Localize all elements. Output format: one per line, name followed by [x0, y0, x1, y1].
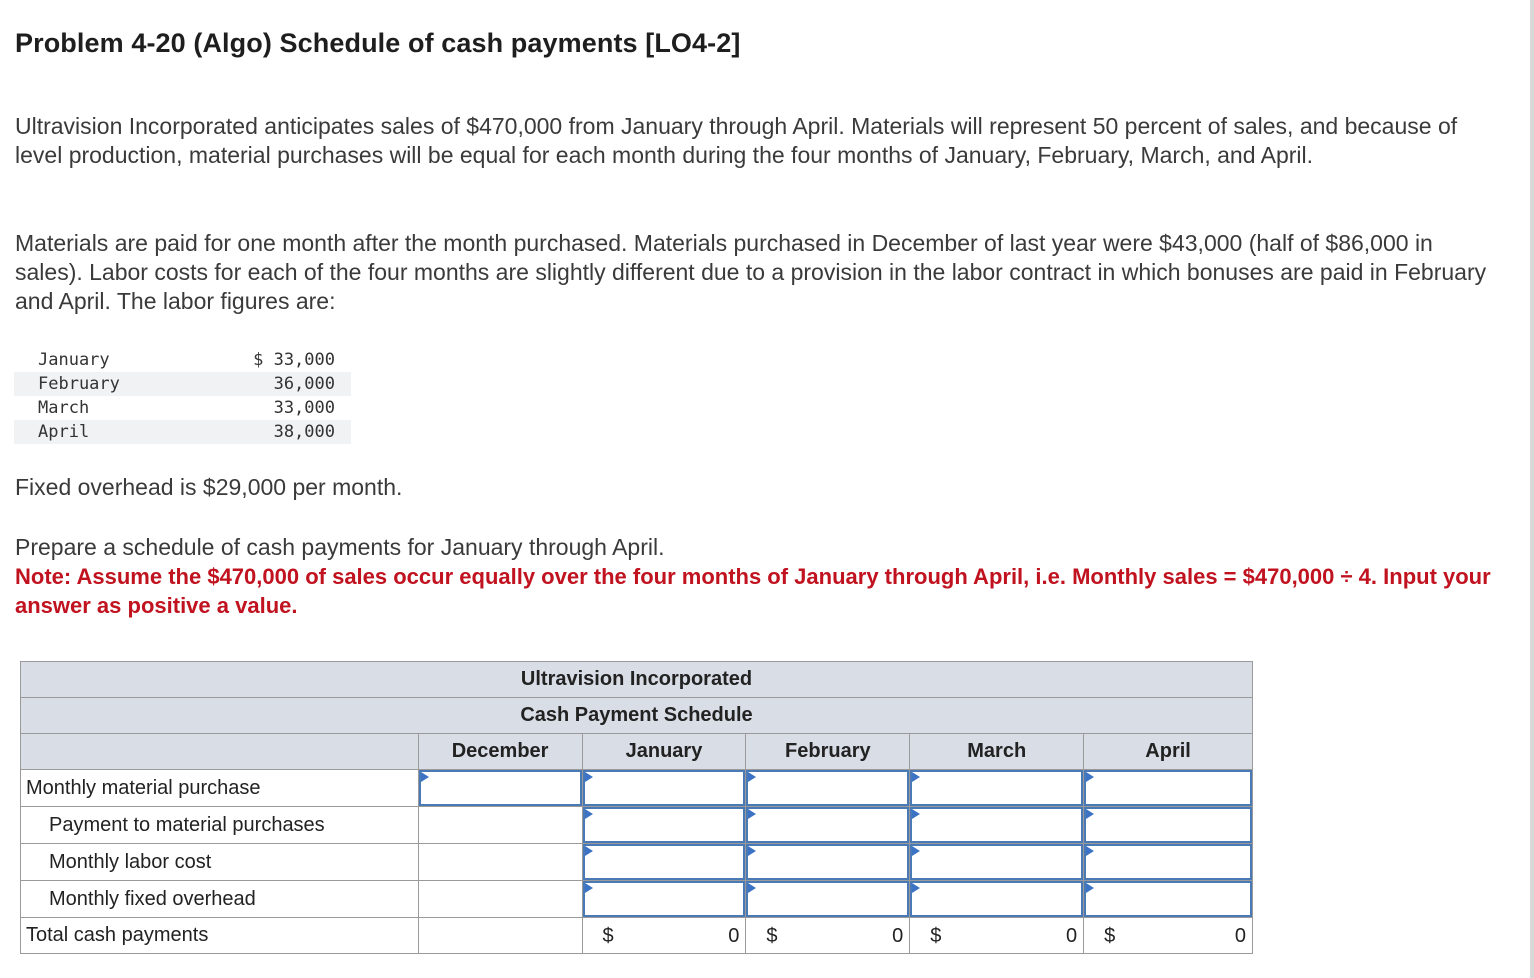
input-labor-cost-february[interactable]: [746, 844, 909, 880]
input-material-purchase-april[interactable]: [1084, 770, 1252, 806]
input-material-purchase-january[interactable]: [583, 770, 746, 806]
column-header-february: February: [746, 734, 910, 770]
total-january: [583, 919, 746, 953]
input-material-purchase-march[interactable]: [910, 770, 1083, 806]
labor-month: March: [38, 398, 90, 418]
total-april: [1084, 919, 1252, 953]
row-label-total-cash-payments: Total cash payments: [21, 918, 419, 954]
problem-paragraph-sales: Ultravision Incorporated anticipates sales of $470,000 from January through April. Materials will represent 50 percent of sales, and because of level production, material purchases will be equal for each month during the four months of January, February, March, and April.: [15, 113, 1458, 168]
input-material-payment-february[interactable]: [746, 807, 909, 843]
input-material-purchase-february[interactable]: [746, 770, 909, 806]
column-header-december: December: [418, 734, 582, 770]
labor-month: April: [14, 420, 218, 444]
total-value: 0: [1234, 924, 1246, 947]
labor-row: [14, 396, 351, 420]
schedule-subtitle: Cash Payment Schedule: [21, 698, 1253, 734]
currency-symbol: $: [930, 924, 942, 947]
column-header-blank: [21, 734, 419, 770]
column-header-march: March: [910, 734, 1084, 770]
total-value: 0: [1066, 924, 1078, 947]
total-value: 0: [892, 924, 904, 947]
input-fixed-overhead-january[interactable]: [583, 881, 746, 917]
input-material-payment-april[interactable]: [1084, 807, 1252, 843]
currency-symbol: $: [602, 924, 614, 947]
total-value: 0: [728, 924, 740, 947]
currency-symbol: $: [766, 924, 778, 947]
labor-figures-table: [14, 348, 351, 444]
input-labor-cost-april[interactable]: [1084, 844, 1252, 880]
labor-row: [14, 372, 351, 396]
labor-value: 33,000: [273, 398, 335, 418]
labor-month: January: [38, 350, 110, 370]
labor-value: 36,000: [218, 372, 351, 396]
column-header-april: April: [1084, 734, 1253, 770]
input-material-payment-january[interactable]: [583, 807, 746, 843]
row-monthly-material-purchase: [21, 770, 1253, 807]
labor-row: [14, 348, 351, 372]
cash-payment-schedule-table: [20, 661, 1253, 954]
row-total-cash-payments: [21, 918, 1253, 954]
input-material-purchase-december[interactable]: [419, 770, 582, 806]
row-monthly-fixed-overhead: [21, 881, 1253, 918]
input-fixed-overhead-april[interactable]: [1084, 881, 1252, 917]
input-material-payment-march[interactable]: [910, 807, 1083, 843]
labor-value: $ 33,000: [253, 350, 335, 370]
schedule-company-name: Ultravision Incorporated: [21, 662, 1253, 698]
empty-cell: [418, 807, 582, 844]
right-scroll-edge: [1530, 0, 1534, 978]
row-monthly-labor-cost: [21, 844, 1253, 881]
problem-paragraph-materials: Materials are paid for one month after the month purchased. Materials purchased in December of last year were $43,000 (half of $86,000 in sales). Labor costs for each of the four months are slightly different due to a provision in the labor contract in which bonuses are paid in February and April. The labor figures are:: [15, 230, 1487, 314]
labor-value: 38,000: [218, 420, 351, 444]
labor-month: February: [14, 372, 218, 396]
row-label-monthly-fixed-overhead: Monthly fixed overhead: [21, 881, 419, 918]
empty-cell: [418, 844, 582, 881]
instruction-text: Prepare a schedule of cash payments for January through April.: [15, 534, 665, 560]
input-fixed-overhead-march[interactable]: [910, 881, 1083, 917]
input-fixed-overhead-february[interactable]: [746, 881, 909, 917]
total-march: [910, 919, 1083, 953]
column-header-january: January: [582, 734, 746, 770]
page-title: Problem 4-20 (Algo) Schedule of cash payments [LO4-2]: [15, 28, 741, 58]
row-label-monthly-labor-cost: Monthly labor cost: [21, 844, 419, 881]
labor-row: [14, 420, 351, 444]
input-labor-cost-march[interactable]: [910, 844, 1083, 880]
empty-cell: [418, 881, 582, 918]
row-payment-to-material-purchases: [21, 807, 1253, 844]
empty-cell: [418, 918, 582, 954]
row-label-monthly-material-purchase: Monthly material purchase: [21, 770, 419, 807]
input-labor-cost-january[interactable]: [583, 844, 746, 880]
row-label-payment-to-material-purchases: Payment to material purchases: [21, 807, 419, 844]
fixed-overhead-text: Fixed overhead is $29,000 per month.: [15, 474, 403, 500]
total-february: [746, 919, 909, 953]
currency-symbol: $: [1104, 924, 1116, 947]
note-text: Note: Assume the $470,000 of sales occur equally over the four months of January through April, i.e. Monthly sales = $470,000 ÷ 4. Input your answer as positive a value.: [15, 564, 1491, 618]
